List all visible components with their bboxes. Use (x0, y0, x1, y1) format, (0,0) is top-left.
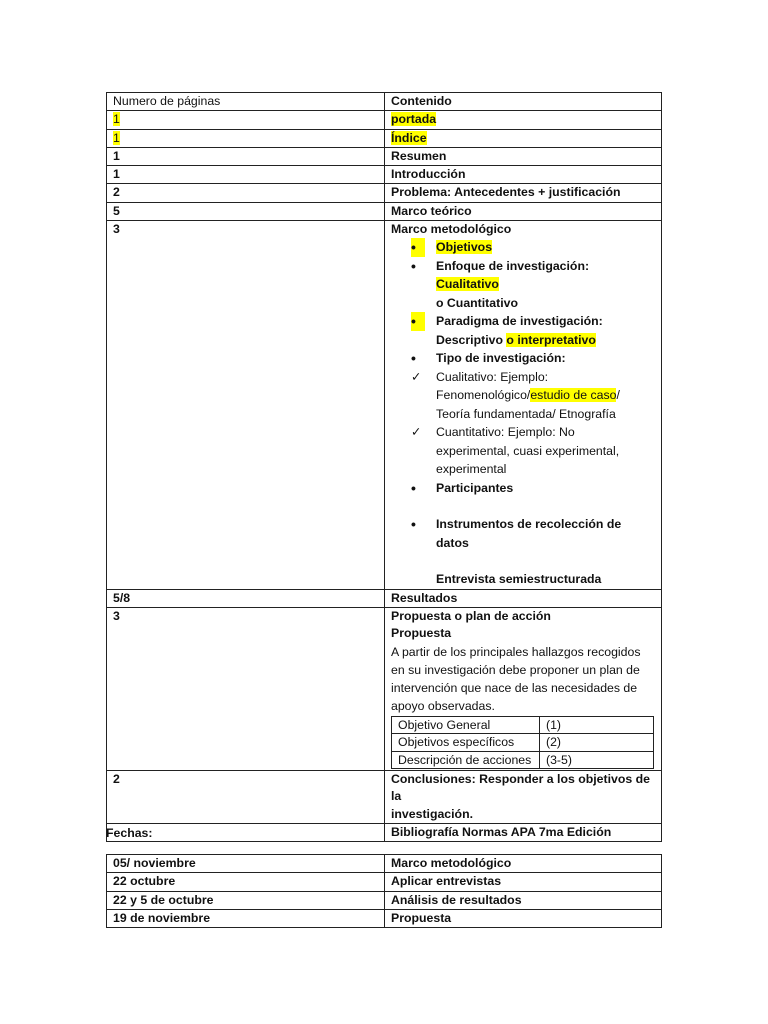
cuanti-line-1: Cuantitativo: Ejemplo: No (436, 425, 575, 440)
participantes-item: Participantes (436, 480, 514, 495)
row-content: Marco teórico (385, 202, 662, 220)
table-header-row (107, 93, 662, 111)
table-row (392, 716, 654, 734)
table-row (107, 589, 662, 607)
enfoque-label: Enfoque de investigación: (436, 258, 590, 273)
metodologia-list (391, 238, 655, 589)
row-pages: 3 (107, 608, 385, 771)
table-row (107, 129, 662, 147)
schedule-task: Marco metodológico (385, 855, 662, 873)
enfoque-highlight: Cualitativo (436, 277, 499, 292)
table-row (392, 734, 654, 752)
row-pages: 2 (107, 184, 385, 202)
row-content: Índice (391, 130, 427, 145)
row-content: Bibliografía Normas APA 7ma Edición (385, 823, 662, 841)
table-row (107, 147, 662, 165)
paradigma-label: Paradigma de investigación: (436, 314, 603, 329)
instrumentos-item: Instrumentos de recolección de datos (436, 517, 622, 550)
inner-value: (3-5) (540, 751, 654, 769)
cuanti-line-2: experimental, cuasi experimental, (436, 443, 620, 458)
table-row (107, 771, 662, 824)
paradigma-highlight: o interpretativo (506, 332, 596, 347)
table-row (107, 855, 662, 873)
table-row (107, 111, 662, 129)
row-pages: 5 (107, 202, 385, 220)
conclusiones-line-2: investigación. (391, 806, 474, 821)
row-content: portada (391, 112, 437, 127)
bullet-icon: • (411, 350, 416, 367)
entrevista-text: Entrevista semiestructurada (436, 572, 602, 587)
table-row (107, 823, 662, 841)
schedule-task: Aplicar entrevistas (385, 873, 662, 891)
cuali-slash: / (616, 388, 620, 403)
schedule-task: Propuesta (385, 909, 662, 927)
schedule-table (106, 854, 662, 928)
row-content: Resultados (385, 589, 662, 607)
conclusiones-line-1: Conclusiones: Responder a los objetivos de la (391, 772, 650, 804)
table-row (392, 751, 654, 769)
row-content: Introducción (385, 166, 662, 184)
inner-value: (1) (540, 716, 654, 734)
propuesta-text-3: intervención que nace de las necesidades de (391, 681, 638, 696)
inner-label: Descripción de acciones (392, 751, 540, 769)
paradigma-text: Descriptivo (436, 332, 507, 347)
table-row (107, 166, 662, 184)
table-row (107, 909, 662, 927)
objetivos-item: Objetivos (436, 240, 493, 255)
bullet-icon: • (411, 516, 416, 533)
inner-label: Objetivos específicos (392, 734, 540, 752)
checkmark-icon: ✓ (411, 425, 422, 440)
table-row (107, 873, 662, 891)
enfoque-rest: o Cuantitativo (436, 295, 518, 310)
cuanti-line-3: experimental (436, 462, 507, 477)
inner-label: Objetivo General (392, 716, 540, 734)
table-row (107, 184, 662, 202)
cuali-line-1: Cualitativo: Ejemplo: (436, 369, 549, 384)
row-content: Resumen (385, 147, 662, 165)
row-pages: 1 (107, 166, 385, 184)
bullet-icon: • (411, 238, 425, 257)
row-pages: 3 (107, 221, 385, 590)
fechas-label: Fechas: (106, 826, 153, 840)
content-plan-table (106, 92, 662, 842)
table-row-metodologia (107, 221, 662, 590)
propuesta-title: Propuesta o plan de acción (391, 609, 551, 624)
schedule-date: 22 y 5 de octubre (107, 891, 385, 909)
bullet-icon: • (411, 312, 425, 331)
propuesta-text-1: A partir de los principales hallazgos recogidos (391, 644, 641, 659)
row-pages: 1 (107, 147, 385, 165)
row-pages: 5/8 (107, 589, 385, 607)
bullet-icon: • (411, 257, 416, 274)
metodologia-title: Marco metodológico (391, 222, 512, 237)
table-row (107, 891, 662, 909)
row-pages: 1 (113, 130, 120, 145)
propuesta-subtitle: Propuesta (391, 626, 452, 641)
schedule-date: 19 de noviembre (107, 909, 385, 927)
checkmark-icon: ✓ (411, 369, 422, 384)
cuali-line-3: Teoría fundamentada/ Etnografía (436, 406, 616, 421)
schedule-date: 22 octubre (107, 873, 385, 891)
tipo-item: Tipo de investigación: (436, 351, 566, 366)
row-content: Problema: Antecedentes + justificación (385, 184, 662, 202)
bullet-icon: • (411, 479, 416, 496)
action-plan-table (391, 716, 654, 770)
inner-value: (2) (540, 734, 654, 752)
cuali-line-2: Fenomenológico/ (436, 388, 531, 403)
cuali-highlight: estudio de caso (530, 388, 617, 403)
header-pages: Numero de páginas (107, 93, 385, 111)
propuesta-text-2: en su investigación debe proponer un plan de (391, 662, 640, 677)
row-pages: 2 (107, 771, 385, 824)
schedule-task: Análisis de resultados (385, 891, 662, 909)
table-row-propuesta (107, 608, 662, 771)
propuesta-text-4: apoyo observadas. (391, 699, 495, 714)
schedule-date: 05/ noviembre (107, 855, 385, 873)
row-pages: 1 (113, 112, 120, 127)
table-row (107, 202, 662, 220)
header-content: Contenido (385, 93, 662, 111)
